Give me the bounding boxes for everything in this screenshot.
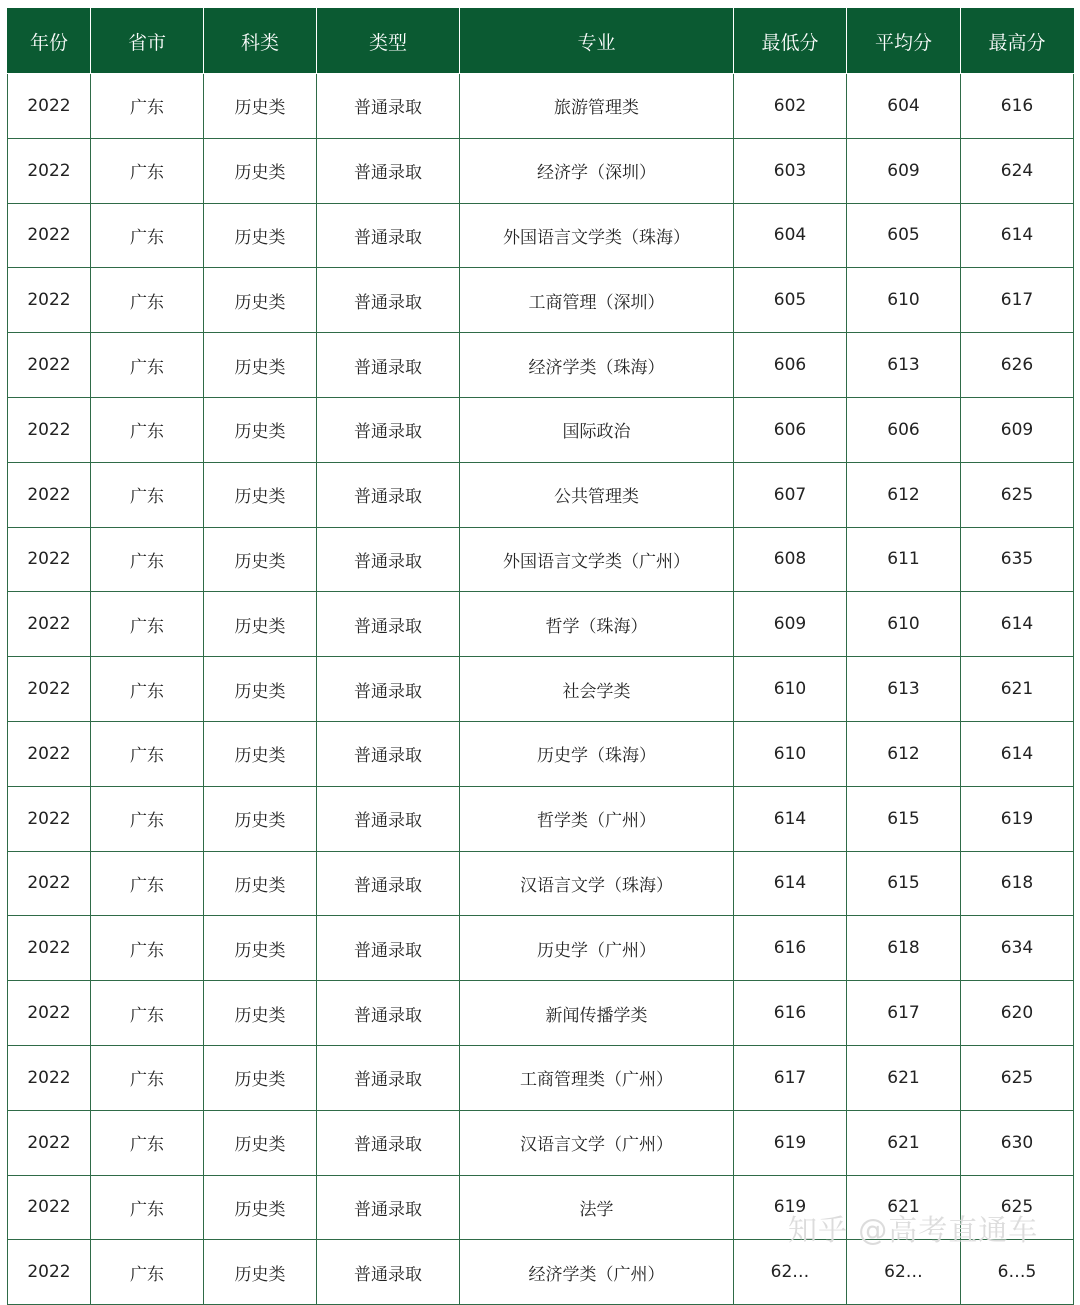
province-cell: 广东 [91,74,204,139]
max-score-cell: 617 [961,268,1074,333]
major-cell: 哲学（珠海） [460,592,734,657]
subject-category-cell: 历史类 [204,527,317,592]
avg-score-cell: 605 [847,203,961,268]
max-score-cell: 634 [961,916,1074,981]
year-cell: 2022 [8,981,91,1046]
major-cell: 历史学（广州） [460,916,734,981]
province-cell: 广东 [91,268,204,333]
province-cell: 广东 [91,592,204,657]
min-score-cell: 606 [734,397,847,462]
year-cell: 2022 [8,851,91,916]
header-admission-type: 类型 [317,9,460,74]
province-cell: 广东 [91,851,204,916]
subject-category-cell: 历史类 [204,786,317,851]
max-score-cell: 6…5 [961,1240,1074,1305]
major-cell: 工商管理类（广州） [460,1045,734,1110]
table-row [8,1045,1074,1110]
header-avg-score: 平均分 [847,9,961,74]
min-score-cell: 603 [734,138,847,203]
subject-category-cell: 历史类 [204,916,317,981]
table-row [8,203,1074,268]
header-min-score: 最低分 [734,9,847,74]
major-cell: 新闻传播学类 [460,981,734,1046]
table-row [8,1110,1074,1175]
major-cell: 汉语言文学（珠海） [460,851,734,916]
max-score-cell: 625 [961,1175,1074,1240]
min-score-cell: 609 [734,592,847,657]
admission-type-cell: 普通录取 [317,1175,460,1240]
max-score-cell: 635 [961,527,1074,592]
avg-score-cell: 615 [847,851,961,916]
subject-category-cell: 历史类 [204,592,317,657]
subject-category-cell: 历史类 [204,981,317,1046]
table-row [8,397,1074,462]
min-score-cell: 610 [734,657,847,722]
max-score-cell: 609 [961,397,1074,462]
province-cell: 广东 [91,916,204,981]
year-cell: 2022 [8,462,91,527]
year-cell: 2022 [8,1110,91,1175]
table-row [8,1240,1074,1305]
year-cell: 2022 [8,592,91,657]
table-row [8,721,1074,786]
max-score-cell: 625 [961,1045,1074,1110]
major-cell: 法学 [460,1175,734,1240]
admission-type-cell: 普通录取 [317,333,460,398]
province-cell: 广东 [91,721,204,786]
min-score-cell: 607 [734,462,847,527]
major-cell: 汉语言文学（广州） [460,1110,734,1175]
min-score-cell: 616 [734,981,847,1046]
subject-category-cell: 历史类 [204,721,317,786]
max-score-cell: 624 [961,138,1074,203]
province-cell: 广东 [91,203,204,268]
year-cell: 2022 [8,1240,91,1305]
min-score-cell: 619 [734,1110,847,1175]
table-row [8,981,1074,1046]
province-cell: 广东 [91,981,204,1046]
year-cell: 2022 [8,397,91,462]
avg-score-cell: 615 [847,786,961,851]
major-cell: 国际政治 [460,397,734,462]
avg-score-cell: 612 [847,462,961,527]
major-cell: 经济学类（珠海） [460,333,734,398]
min-score-cell: 614 [734,786,847,851]
subject-category-cell: 历史类 [204,1045,317,1110]
header-subject-category: 科类 [204,9,317,74]
subject-category-cell: 历史类 [204,1110,317,1175]
table-row [8,138,1074,203]
subject-category-cell: 历史类 [204,657,317,722]
subject-category-cell: 历史类 [204,1175,317,1240]
min-score-cell: 608 [734,527,847,592]
year-cell: 2022 [8,203,91,268]
province-cell: 广东 [91,657,204,722]
subject-category-cell: 历史类 [204,397,317,462]
admission-type-cell: 普通录取 [317,721,460,786]
max-score-cell: 614 [961,592,1074,657]
subject-category-cell: 历史类 [204,74,317,139]
header-year: 年份 [8,9,91,74]
province-cell: 广东 [91,1240,204,1305]
major-cell: 经济学类（广州） [460,1240,734,1305]
province-cell: 广东 [91,333,204,398]
subject-category-cell: 历史类 [204,268,317,333]
table-row [8,268,1074,333]
year-cell: 2022 [8,268,91,333]
year-cell: 2022 [8,1175,91,1240]
subject-category-cell: 历史类 [204,333,317,398]
table-row [8,462,1074,527]
province-cell: 广东 [91,138,204,203]
major-cell: 哲学类（广州） [460,786,734,851]
major-cell: 公共管理类 [460,462,734,527]
avg-score-cell: 613 [847,333,961,398]
max-score-cell: 614 [961,203,1074,268]
max-score-cell: 625 [961,462,1074,527]
year-cell: 2022 [8,74,91,139]
min-score-cell: 610 [734,721,847,786]
avg-score-cell: 621 [847,1175,961,1240]
zhihu-watermark: 知乎 @高考直通车 [788,1213,1039,1247]
max-score-cell: 616 [961,74,1074,139]
avg-score-cell: 618 [847,916,961,981]
admission-type-cell: 普通录取 [317,268,460,333]
admission-type-cell: 普通录取 [317,1240,460,1305]
avg-score-cell: 610 [847,592,961,657]
admission-type-cell: 普通录取 [317,592,460,657]
subject-category-cell: 历史类 [204,138,317,203]
table-row [8,333,1074,398]
table-row [8,786,1074,851]
province-cell: 广东 [91,1175,204,1240]
admission-type-cell: 普通录取 [317,462,460,527]
province-cell: 广东 [91,1045,204,1110]
major-cell: 社会学类 [460,657,734,722]
major-cell: 外国语言文学类（珠海） [460,203,734,268]
avg-score-cell: 613 [847,657,961,722]
year-cell: 2022 [8,721,91,786]
max-score-cell: 620 [961,981,1074,1046]
table-row [8,1175,1074,1240]
admission-type-cell: 普通录取 [317,74,460,139]
admission-type-cell: 普通录取 [317,786,460,851]
admission-type-cell: 普通录取 [317,657,460,722]
avg-score-cell: 617 [847,981,961,1046]
province-cell: 广东 [91,786,204,851]
year-cell: 2022 [8,916,91,981]
admission-scores-table [7,8,1074,1305]
table-row [8,916,1074,981]
min-score-cell: 606 [734,333,847,398]
table-row [8,527,1074,592]
min-score-cell: 619 [734,1175,847,1240]
table-row [8,657,1074,722]
major-cell: 外国语言文学类（广州） [460,527,734,592]
major-cell: 历史学（珠海） [460,721,734,786]
header-major: 专业 [460,9,734,74]
year-cell: 2022 [8,657,91,722]
header-row [8,9,1074,74]
min-score-cell: 605 [734,268,847,333]
header-province: 省市 [91,9,204,74]
admission-type-cell: 普通录取 [317,1045,460,1110]
subject-category-cell: 历史类 [204,851,317,916]
province-cell: 广东 [91,1110,204,1175]
table-row [8,74,1074,139]
avg-score-cell: 621 [847,1045,961,1110]
max-score-cell: 621 [961,657,1074,722]
year-cell: 2022 [8,786,91,851]
admission-type-cell: 普通录取 [317,1110,460,1175]
major-cell: 旅游管理类 [460,74,734,139]
admission-type-cell: 普通录取 [317,527,460,592]
admission-type-cell: 普通录取 [317,397,460,462]
min-score-cell: 602 [734,74,847,139]
avg-score-cell: 611 [847,527,961,592]
subject-category-cell: 历史类 [204,203,317,268]
max-score-cell: 626 [961,333,1074,398]
year-cell: 2022 [8,1045,91,1110]
max-score-cell: 630 [961,1110,1074,1175]
table-row [8,592,1074,657]
admission-type-cell: 普通录取 [317,138,460,203]
year-cell: 2022 [8,138,91,203]
header-max-score: 最高分 [961,9,1074,74]
min-score-cell: 62… [734,1240,847,1305]
major-cell: 工商管理（深圳） [460,268,734,333]
avg-score-cell: 606 [847,397,961,462]
province-cell: 广东 [91,527,204,592]
province-cell: 广东 [91,462,204,527]
min-score-cell: 614 [734,851,847,916]
major-cell: 经济学（深圳） [460,138,734,203]
admission-type-cell: 普通录取 [317,916,460,981]
max-score-cell: 618 [961,851,1074,916]
avg-score-cell: 610 [847,268,961,333]
subject-category-cell: 历史类 [204,462,317,527]
subject-category-cell: 历史类 [204,1240,317,1305]
min-score-cell: 604 [734,203,847,268]
admission-type-cell: 普通录取 [317,203,460,268]
avg-score-cell: 609 [847,138,961,203]
table-row [8,851,1074,916]
avg-score-cell: 612 [847,721,961,786]
year-cell: 2022 [8,527,91,592]
avg-score-cell: 62… [847,1240,961,1305]
province-cell: 广东 [91,397,204,462]
min-score-cell: 616 [734,916,847,981]
admission-type-cell: 普通录取 [317,981,460,1046]
avg-score-cell: 604 [847,74,961,139]
max-score-cell: 619 [961,786,1074,851]
avg-score-cell: 621 [847,1110,961,1175]
max-score-cell: 614 [961,721,1074,786]
admission-type-cell: 普通录取 [317,851,460,916]
year-cell: 2022 [8,333,91,398]
min-score-cell: 617 [734,1045,847,1110]
